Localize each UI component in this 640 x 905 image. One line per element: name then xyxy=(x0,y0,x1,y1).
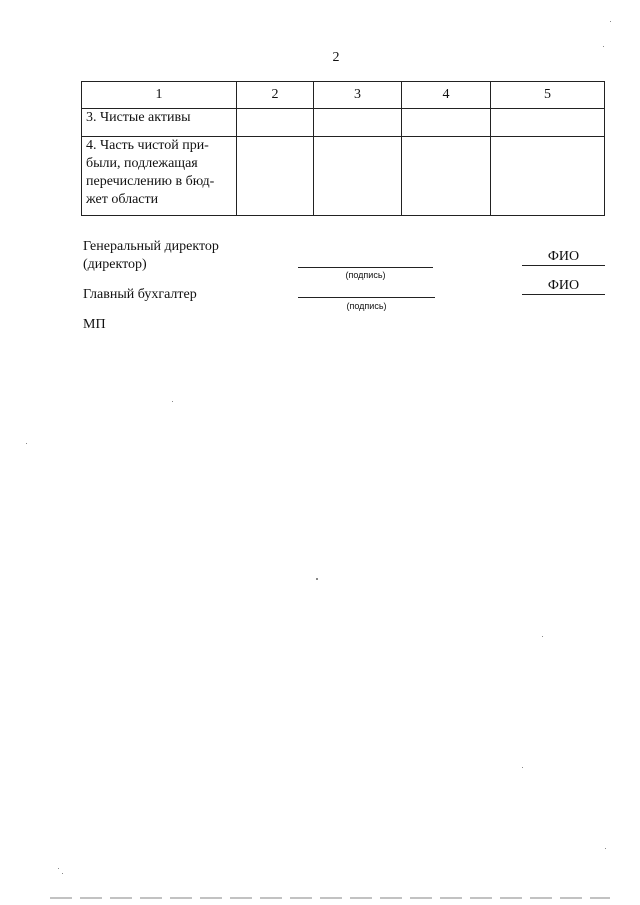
cell-profit-share-2 xyxy=(237,137,314,216)
accountant-signature-line xyxy=(298,297,435,298)
cell-net-assets-4 xyxy=(402,109,491,137)
cell-net-assets-5 xyxy=(491,109,605,137)
cell-profit-share-5 xyxy=(491,137,605,216)
accountant-fio: ФИО xyxy=(522,277,605,295)
page-number: 2 xyxy=(332,50,340,65)
table-row-net-assets xyxy=(82,109,605,137)
row-label-net-assets: 3. Чистые активы xyxy=(82,109,237,137)
table-header-row xyxy=(82,82,605,109)
director-fio: ФИО xyxy=(522,248,605,266)
cell-profit-share-4 xyxy=(402,137,491,216)
accountant-signature-caption: (подпись) xyxy=(346,301,387,311)
seal-label: МП xyxy=(83,317,106,332)
cell-profit-share-3 xyxy=(314,137,402,216)
report-table xyxy=(81,81,605,216)
director-label-line2: (директор) xyxy=(83,257,147,272)
header-cell-3: 3 xyxy=(314,82,402,109)
cell-net-assets-2 xyxy=(237,109,314,137)
scan-bottom-edge xyxy=(50,897,610,899)
director-signature-line xyxy=(298,267,433,268)
cell-net-assets-3 xyxy=(314,109,402,137)
director-label-line1: Генеральный директор xyxy=(83,239,219,254)
header-cell-1: 1 xyxy=(82,82,237,109)
accountant-label: Главный бухгалтер xyxy=(83,287,197,302)
header-cell-2: 2 xyxy=(237,82,314,109)
row-label-profit-share: 4. Часть чистой при- были, подлежащая перечислению в бюд- жет области xyxy=(82,137,237,216)
director-signature-caption: (подпись) xyxy=(345,270,386,280)
header-cell-5: 5 xyxy=(491,82,605,109)
header-cell-4: 4 xyxy=(402,82,491,109)
director-label xyxy=(83,238,219,274)
table-row-profit-share xyxy=(82,137,605,216)
